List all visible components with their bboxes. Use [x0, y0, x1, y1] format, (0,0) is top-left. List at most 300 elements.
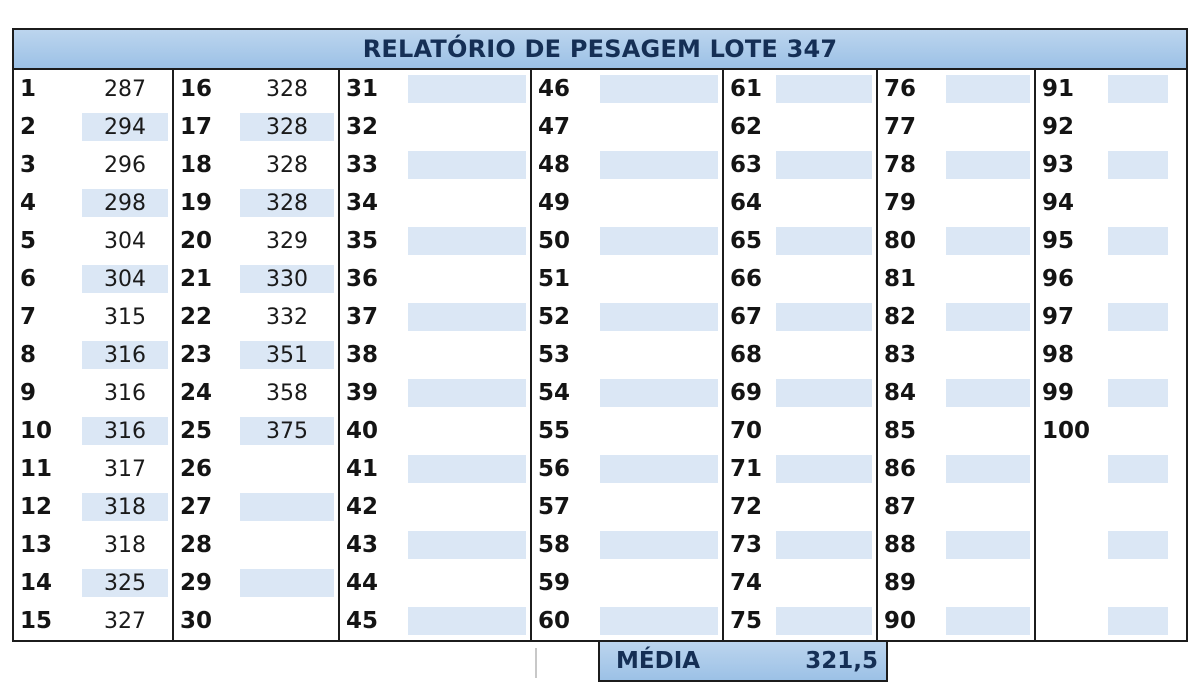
weight-value [408, 493, 526, 521]
weight-value [946, 113, 1030, 141]
weight-value [946, 75, 1030, 103]
weight-value [600, 569, 718, 597]
weight-value [408, 341, 526, 369]
weight-value [240, 455, 334, 483]
weight-value: 298 [82, 189, 168, 217]
weight-cell [596, 260, 724, 298]
weight-cell [236, 488, 340, 526]
weight-value [600, 379, 718, 407]
entry-number: 66 [730, 266, 763, 292]
table-row [14, 602, 1186, 640]
weight-value [946, 227, 1030, 255]
entry-number: 3 [20, 152, 37, 178]
entry-number: 61 [730, 76, 763, 102]
weight-value [600, 531, 718, 559]
weight-value [946, 189, 1030, 217]
weight-cell [404, 450, 532, 488]
entry-number: 95 [1042, 228, 1075, 254]
entry-number: 88 [884, 532, 917, 558]
weight-value: 328 [266, 76, 308, 102]
weight-value [946, 151, 1030, 179]
weight-cell [942, 374, 1036, 412]
weight-cell [772, 184, 878, 222]
weight-value: 358 [266, 380, 308, 406]
weight-cell [1104, 108, 1172, 146]
weight-cell [236, 450, 340, 488]
weight-value [946, 417, 1030, 445]
weight-cell [772, 488, 878, 526]
weight-value [1108, 417, 1168, 445]
weight-cell [942, 108, 1036, 146]
weight-cell [942, 336, 1036, 374]
entry-number: 17 [180, 114, 213, 140]
entry-number: 50 [538, 228, 571, 254]
entry-number: 90 [884, 608, 917, 634]
weight-cell [1104, 450, 1172, 488]
entry-number: 99 [1042, 380, 1075, 406]
weight-cell [1104, 146, 1172, 184]
weight-cell [78, 374, 174, 412]
table-row [14, 564, 1186, 602]
entry-number: 8 [20, 342, 37, 368]
weight-value [1108, 493, 1168, 521]
table-row [14, 146, 1186, 184]
weight-cell [772, 564, 878, 602]
table-row [14, 184, 1186, 222]
entry-number: 65 [730, 228, 763, 254]
weight-cell [772, 222, 878, 260]
entry-number: 78 [884, 152, 917, 178]
weight-value [408, 417, 526, 445]
weight-cell [772, 298, 878, 336]
weights-grid [14, 70, 1186, 640]
weight-value [600, 75, 718, 103]
weight-value [408, 531, 526, 559]
entry-number: 19 [180, 190, 213, 216]
table-row [14, 374, 1186, 412]
weight-value [600, 341, 718, 369]
entry-number: 83 [884, 342, 917, 368]
weight-value [776, 569, 872, 597]
weight-value: 316 [82, 341, 168, 369]
entry-number: 51 [538, 266, 571, 292]
weight-value [408, 265, 526, 293]
weight-value [600, 151, 718, 179]
weight-value [946, 265, 1030, 293]
weight-value: 325 [82, 569, 168, 597]
entry-number: 14 [20, 570, 53, 596]
weight-cell [1104, 70, 1172, 108]
entry-number: 82 [884, 304, 917, 330]
weight-value [946, 455, 1030, 483]
weight-cell [772, 450, 878, 488]
weight-value [776, 341, 872, 369]
weight-value [408, 113, 526, 141]
entry-number: 20 [180, 228, 213, 254]
weight-cell [236, 412, 340, 450]
weight-cell [404, 222, 532, 260]
weight-cell [78, 146, 174, 184]
entry-number: 85 [884, 418, 917, 444]
entry-number [1036, 564, 1104, 602]
weight-cell [942, 222, 1036, 260]
entry-number: 10 [20, 418, 53, 444]
weight-cell [404, 336, 532, 374]
entry-number: 67 [730, 304, 763, 330]
weight-value [946, 341, 1030, 369]
weight-value: 294 [82, 113, 168, 141]
weight-cell [236, 108, 340, 146]
weight-value [600, 227, 718, 255]
entry-number: 29 [180, 570, 213, 596]
weight-value [1108, 607, 1168, 635]
entry-number: 18 [180, 152, 213, 178]
weight-value [1108, 341, 1168, 369]
weight-cell [596, 602, 724, 640]
weight-value [1108, 379, 1168, 407]
average-value: 321,5 [805, 648, 878, 674]
weight-cell [78, 564, 174, 602]
weight-value [1108, 265, 1168, 293]
weight-value [776, 493, 872, 521]
weight-value [1108, 75, 1168, 103]
weight-cell [596, 298, 724, 336]
weight-cell [404, 412, 532, 450]
weight-value: 316 [104, 380, 146, 406]
weight-cell [404, 260, 532, 298]
entry-number: 71 [730, 456, 763, 482]
weight-cell [236, 184, 340, 222]
entry-number: 45 [346, 608, 379, 634]
weight-cell [236, 336, 340, 374]
weight-value [776, 455, 872, 483]
weight-cell [236, 260, 340, 298]
entry-number: 58 [538, 532, 571, 558]
weight-value [776, 189, 872, 217]
weight-value [776, 531, 872, 559]
weight-value [408, 569, 526, 597]
weight-cell [772, 260, 878, 298]
weight-value [600, 455, 718, 483]
weight-cell [78, 602, 174, 640]
weight-value [600, 607, 718, 635]
entry-number: 13 [20, 532, 53, 558]
weight-value: 318 [104, 532, 146, 558]
entry-number: 22 [180, 304, 213, 330]
table-row [14, 222, 1186, 260]
weight-value [408, 303, 526, 331]
entry-number: 74 [730, 570, 763, 596]
weight-value [240, 531, 334, 559]
weight-cell [942, 450, 1036, 488]
weight-value [240, 607, 334, 635]
weight-cell [404, 70, 532, 108]
entry-number: 23 [180, 342, 213, 368]
entry-number [1036, 602, 1104, 640]
weight-value [776, 113, 872, 141]
entry-number: 11 [20, 456, 53, 482]
weight-cell [404, 374, 532, 412]
weight-value: 330 [240, 265, 334, 293]
entry-number: 46 [538, 76, 571, 102]
weight-value: 304 [104, 228, 146, 254]
weight-cell [236, 564, 340, 602]
weight-cell [1104, 374, 1172, 412]
weight-cell [596, 450, 724, 488]
weight-value: 287 [104, 76, 146, 102]
weight-cell [1104, 488, 1172, 526]
table-row [14, 450, 1186, 488]
entry-number: 33 [346, 152, 379, 178]
weight-cell [404, 146, 532, 184]
entry-number: 79 [884, 190, 917, 216]
entry-number: 32 [346, 114, 379, 140]
weight-value: 328 [266, 152, 308, 178]
entry-number: 16 [180, 76, 213, 102]
table-row [14, 70, 1186, 108]
weight-cell [404, 602, 532, 640]
weight-cell [596, 146, 724, 184]
weight-cell [596, 108, 724, 146]
weight-cell [78, 184, 174, 222]
entry-number: 25 [180, 418, 213, 444]
entry-number: 89 [884, 570, 917, 596]
weight-value [776, 151, 872, 179]
weight-value [600, 113, 718, 141]
weight-cell [236, 70, 340, 108]
entry-number: 97 [1042, 304, 1075, 330]
weight-cell [772, 108, 878, 146]
entry-number: 43 [346, 532, 379, 558]
weight-cell [596, 222, 724, 260]
weight-value [946, 303, 1030, 331]
entry-number: 47 [538, 114, 571, 140]
entry-number: 86 [884, 456, 917, 482]
table-row [14, 108, 1186, 146]
weight-value [1108, 189, 1168, 217]
weight-cell [404, 488, 532, 526]
entry-number: 38 [346, 342, 379, 368]
weight-cell [404, 526, 532, 564]
entry-number [1036, 526, 1104, 564]
weight-value: 296 [104, 152, 146, 178]
weight-cell [1104, 184, 1172, 222]
entry-number: 34 [346, 190, 379, 216]
weight-cell [1104, 564, 1172, 602]
entry-number: 91 [1042, 76, 1075, 102]
entry-number: 35 [346, 228, 379, 254]
entry-number: 28 [180, 532, 213, 558]
weight-cell [942, 146, 1036, 184]
entry-number: 59 [538, 570, 571, 596]
table-row [14, 412, 1186, 450]
weight-cell [1104, 412, 1172, 450]
entry-number: 37 [346, 304, 379, 330]
weight-cell [404, 298, 532, 336]
weight-cell [78, 222, 174, 260]
entry-number: 12 [20, 494, 53, 520]
entry-number: 80 [884, 228, 917, 254]
weight-value [408, 607, 526, 635]
weight-value [776, 607, 872, 635]
table-row [14, 336, 1186, 374]
weight-value [600, 303, 718, 331]
entry-number: 2 [20, 114, 37, 140]
weight-value: 328 [240, 189, 334, 217]
weight-cell [942, 488, 1036, 526]
weight-cell [772, 602, 878, 640]
entry-number: 6 [20, 266, 37, 292]
weight-value [776, 379, 872, 407]
weight-cell [78, 298, 174, 336]
entry-number: 87 [884, 494, 917, 520]
weight-cell [78, 70, 174, 108]
entry-number: 84 [884, 380, 917, 406]
entry-number: 36 [346, 266, 379, 292]
average-label: MÉDIA [616, 648, 701, 674]
entry-number: 52 [538, 304, 571, 330]
weight-cell [236, 146, 340, 184]
weight-cell [78, 260, 174, 298]
entry-number: 70 [730, 418, 763, 444]
weight-value: 351 [240, 341, 334, 369]
weight-cell [942, 564, 1036, 602]
entry-number: 92 [1042, 114, 1075, 140]
weight-cell [942, 184, 1036, 222]
weight-cell [596, 184, 724, 222]
weight-cell [772, 146, 878, 184]
entry-number: 63 [730, 152, 763, 178]
weight-value [600, 265, 718, 293]
table-row [14, 260, 1186, 298]
weight-cell [1104, 222, 1172, 260]
entry-number: 69 [730, 380, 763, 406]
entry-number [1036, 488, 1104, 526]
entry-number: 26 [180, 456, 213, 482]
weight-value [946, 493, 1030, 521]
weight-value: 316 [82, 417, 168, 445]
weight-value: 329 [266, 228, 308, 254]
entry-number: 64 [730, 190, 763, 216]
weight-cell [78, 526, 174, 564]
weight-cell [78, 336, 174, 374]
entry-number: 15 [20, 608, 53, 634]
weight-cell [942, 526, 1036, 564]
entry-number: 39 [346, 380, 379, 406]
weight-value [776, 227, 872, 255]
weight-value [776, 417, 872, 445]
weight-value: 332 [266, 304, 308, 330]
weight-cell [404, 108, 532, 146]
entry-number: 93 [1042, 152, 1075, 178]
weight-value [776, 303, 872, 331]
weight-value: 318 [82, 493, 168, 521]
weight-cell [942, 260, 1036, 298]
weight-cell [942, 70, 1036, 108]
weight-value [408, 227, 526, 255]
entry-number: 49 [538, 190, 571, 216]
entry-number [1036, 450, 1104, 488]
weight-cell [772, 336, 878, 374]
divider [535, 648, 537, 678]
weight-cell [78, 108, 174, 146]
entry-number: 56 [538, 456, 571, 482]
weighing-report-table [12, 28, 1188, 642]
weight-value: 375 [240, 417, 334, 445]
weight-value [776, 75, 872, 103]
weight-cell [772, 526, 878, 564]
weight-cell [78, 488, 174, 526]
weight-cell [596, 70, 724, 108]
weight-value [408, 189, 526, 217]
entry-number: 96 [1042, 266, 1075, 292]
weight-cell [78, 412, 174, 450]
entry-number: 44 [346, 570, 379, 596]
weight-cell [1104, 336, 1172, 374]
weight-cell [404, 184, 532, 222]
entry-number: 57 [538, 494, 571, 520]
entry-number: 68 [730, 342, 763, 368]
weight-value: 328 [240, 113, 334, 141]
entry-number: 41 [346, 456, 379, 482]
weight-cell [596, 488, 724, 526]
weight-cell [596, 336, 724, 374]
entry-number: 62 [730, 114, 763, 140]
entry-number: 76 [884, 76, 917, 102]
entry-number: 21 [180, 266, 213, 292]
weight-cell [596, 564, 724, 602]
entry-number: 27 [180, 494, 213, 520]
entry-number: 40 [346, 418, 379, 444]
table-row [14, 488, 1186, 526]
entry-number: 81 [884, 266, 917, 292]
weight-value [408, 379, 526, 407]
weight-cell [1104, 602, 1172, 640]
weight-cell [404, 564, 532, 602]
entry-number: 72 [730, 494, 763, 520]
weight-value [1108, 227, 1168, 255]
weight-cell [942, 298, 1036, 336]
weight-value [600, 417, 718, 445]
weight-value [240, 569, 334, 597]
entry-number: 31 [346, 76, 379, 102]
weight-cell [772, 412, 878, 450]
weight-value [1108, 113, 1168, 141]
weight-cell [596, 374, 724, 412]
weight-value [946, 531, 1030, 559]
entry-number: 60 [538, 608, 571, 634]
weight-value [946, 569, 1030, 597]
average-box [598, 642, 888, 682]
weight-cell [1104, 526, 1172, 564]
weight-cell [942, 412, 1036, 450]
entry-number: 5 [20, 228, 37, 254]
weight-value [600, 189, 718, 217]
weight-cell [236, 374, 340, 412]
weight-value: 327 [104, 608, 146, 634]
weight-cell [772, 374, 878, 412]
weight-cell [78, 450, 174, 488]
weight-value [408, 455, 526, 483]
entry-number: 9 [20, 380, 37, 406]
weight-value: 317 [104, 456, 146, 482]
entry-number: 30 [180, 608, 213, 634]
weight-value [408, 151, 526, 179]
weight-value [1108, 569, 1168, 597]
weight-value: 304 [82, 265, 168, 293]
weight-value [240, 493, 334, 521]
weight-value [600, 493, 718, 521]
